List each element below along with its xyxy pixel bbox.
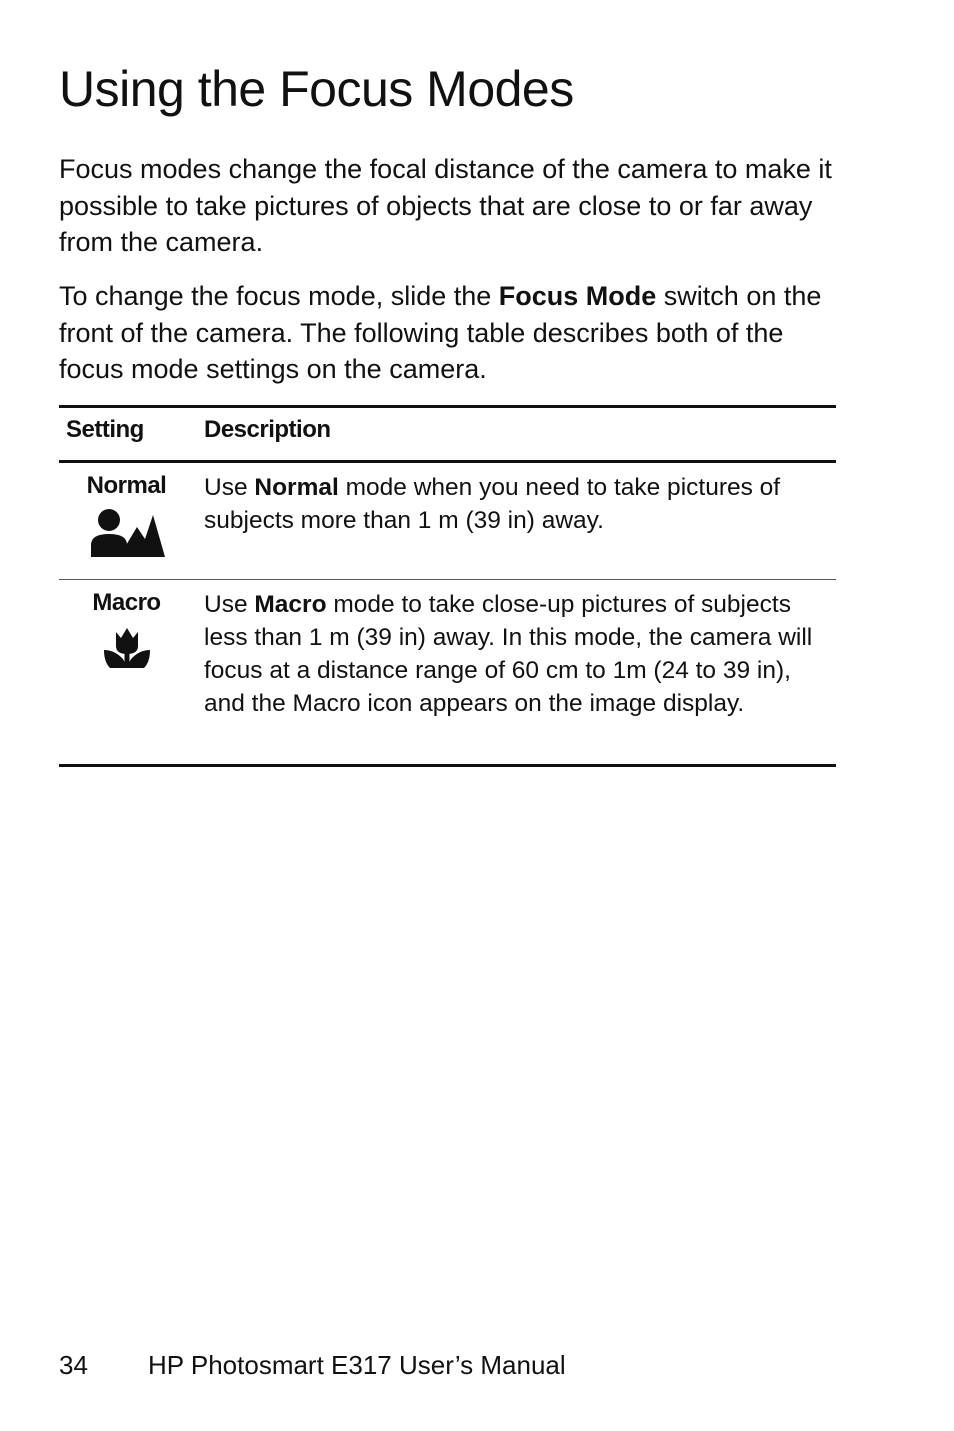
header-setting: Setting bbox=[66, 416, 144, 443]
normal-focus-icon bbox=[89, 507, 165, 557]
setting-label-normal: Normal bbox=[86, 472, 167, 499]
desc-text-after: mode when you need to take pictures of subjects more than 1 m (39 in) away. bbox=[204, 474, 781, 534]
desc-text-before: Use bbox=[204, 474, 255, 501]
instruction-bold-term: Focus Mode bbox=[498, 281, 657, 311]
macro-flower-icon bbox=[104, 624, 150, 674]
desc-bold-term: Macro bbox=[254, 591, 327, 618]
footer-title: HP Photosmart E317 User’s Manual bbox=[148, 1350, 566, 1380]
instruction-paragraph bbox=[59, 278, 849, 388]
description-cell-normal bbox=[204, 471, 834, 537]
intro-paragraph: Focus modes change the focal distance of the camera to make it possible to take pictures of objects that are close to or far away from the camera. bbox=[59, 154, 832, 257]
table-row-macro bbox=[59, 580, 836, 764]
setting-cell-macro bbox=[59, 588, 194, 674]
page-number: 34 bbox=[59, 1350, 88, 1380]
setting-label-macro: Macro bbox=[92, 589, 161, 616]
table-header-row bbox=[59, 408, 836, 460]
description-cell-macro bbox=[204, 588, 834, 720]
table-bottom-rule bbox=[59, 764, 836, 767]
instruction-text-after: switch on the front of the camera. The following table describes both of the focus mode settings on the camera. bbox=[59, 281, 822, 384]
table-row-normal bbox=[59, 463, 836, 579]
desc-bold-term: Normal bbox=[254, 474, 339, 501]
page-title: Using the Focus Modes bbox=[59, 61, 574, 117]
instruction-text-before: To change the focus mode, slide the bbox=[59, 281, 499, 311]
header-description: Description bbox=[204, 416, 331, 443]
desc-text-after: mode to take close-up pictures of subjects less than 1 m (39 in) away. In this mode, the camera will focus at a distance range of 60 cm to 1m (24 to 39 in), and the Macro icon appears on the image display. bbox=[204, 591, 813, 717]
setting-cell-normal bbox=[59, 471, 194, 557]
focus-mode-table bbox=[59, 405, 836, 767]
desc-text-before: Use bbox=[204, 591, 255, 618]
